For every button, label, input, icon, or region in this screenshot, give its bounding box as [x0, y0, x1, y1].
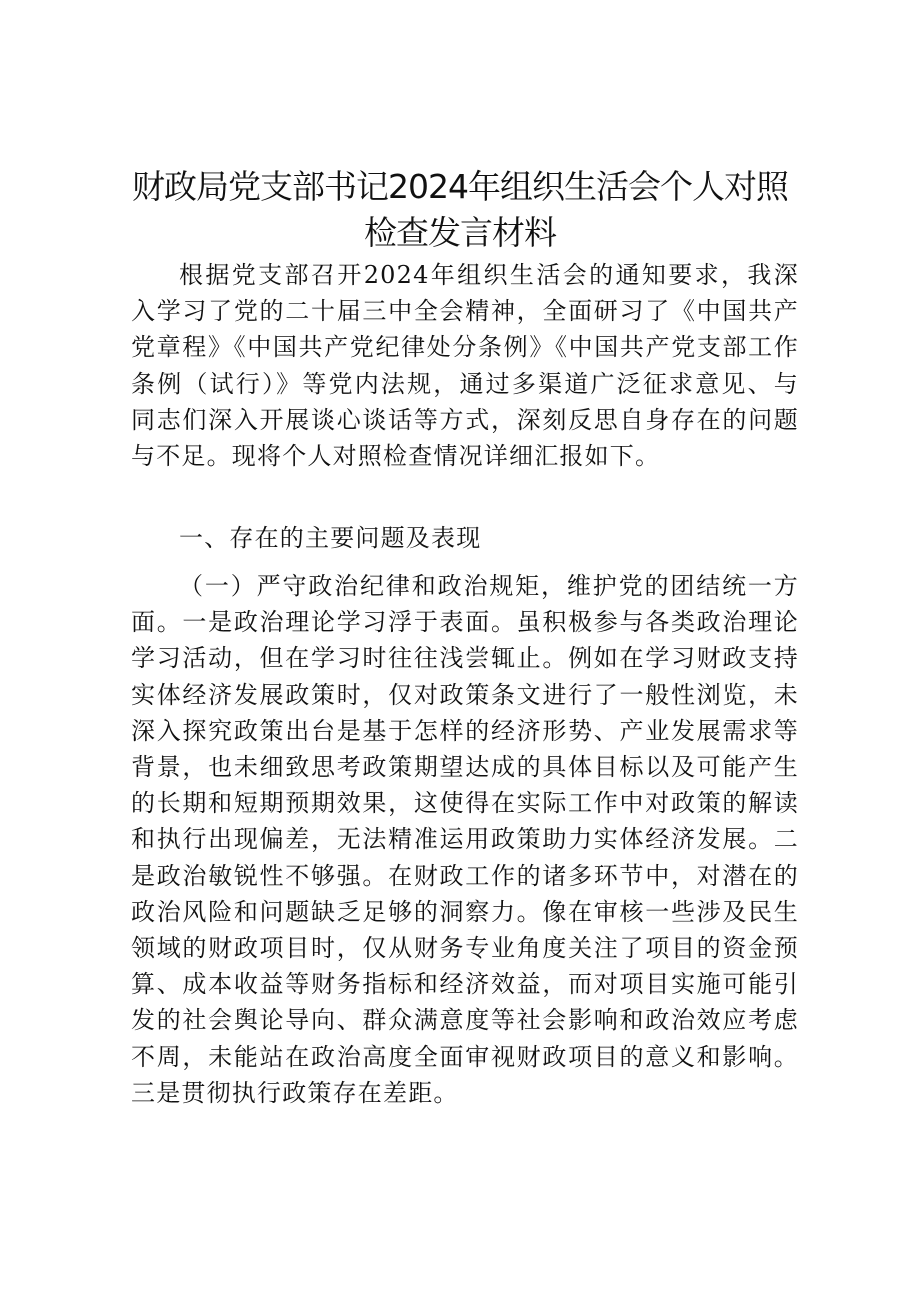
- document-title-line-2: 检查发言材料: [364, 213, 556, 252]
- section-heading: 一、存在的主要问题及表现: [179, 524, 482, 552]
- intro-paragraph: 根据党支部召开2024年组织生活会的通知要求，我深入学习了党的二十届三中全会精神，全面研习了《中国共产党章程》《中国共产党纪律处分条例》《中国共产党支部工作条例（试行）》等党内法规，通过多渠道广泛征求意见、与同志们深入开展谈心谈话等方式，深刻反思自身存在的问题与不足。现将个人对照检查情况详细汇报如下。: [131, 261, 799, 471]
- body-paragraph: （一）严守政治纪律和政治规矩，维护党的团结统一方面。一是政治理论学习浮于表面。虽积极参与各类政治理论学习活动，但在学习时往往浅尝辄止。例如在学习财政支持实体经济发展政策时，仅对政策条文进行了一般性浏览，未深入探究政策出台是基于怎样的经济形势、产业发展需求等背景，也未细致思考政策期望达成的具体目标以及可能产生的长期和短期预期效果，这使得在实际工作中对政策的解读和执行出现偏差，无法精准运用政策助力实体经济发展。二是政治敏锐性不够强。在财政工作的诸多环节中，对潜在的政治风险和问题缺乏足够的洞察力。像在审核一些涉及民生领域的财政项目时，仅从财务专业角度关注了项目的资金预算、成本收益等财务指标和经济效益，而对项目实施可能引发的社会舆论导向、群众满意度等社会影响和政治效应考虑不周，未能站在政治高度全面审视财政项目的意义和影响。三是贯彻执行政策存在差距。: [131, 572, 799, 1107]
- document-title-line-1: 财政局党支部书记2024年组织生活会个人对照: [132, 167, 788, 206]
